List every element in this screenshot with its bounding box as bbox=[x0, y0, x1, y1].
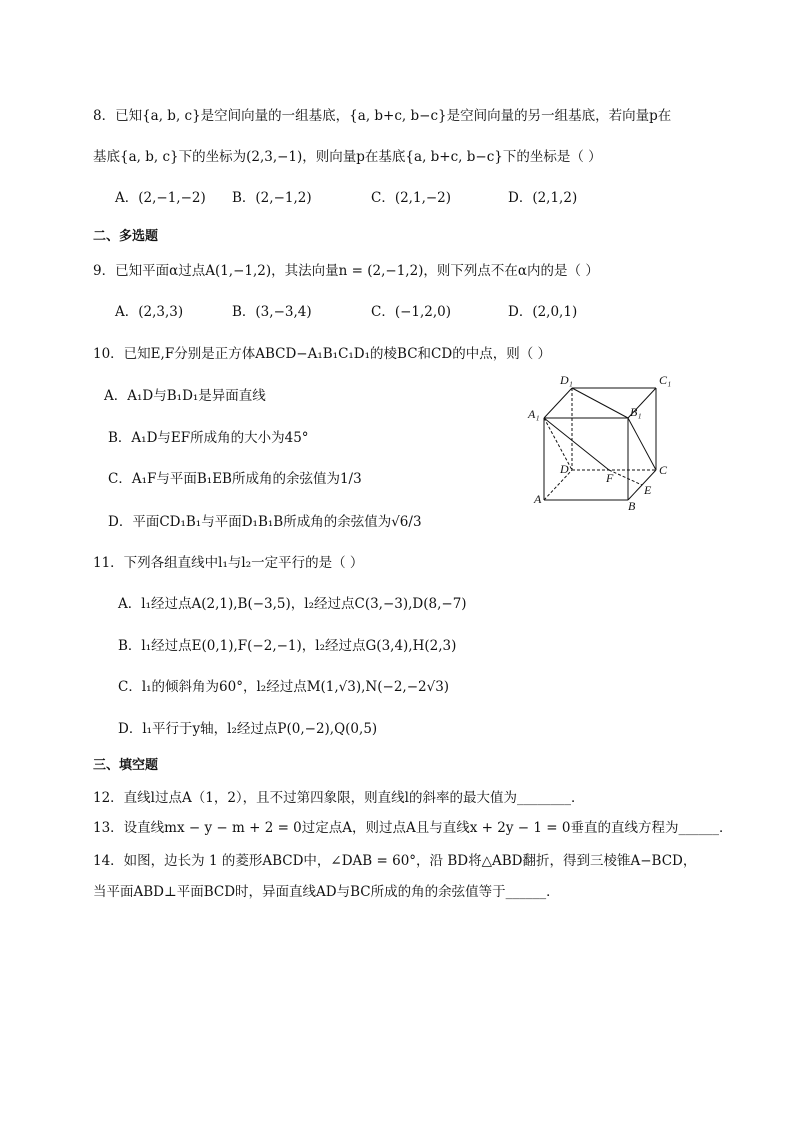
label-a1: A₁ bbox=[528, 407, 540, 421]
q11-option-a: A．l₁经过点A(2,1),B(−3,5)，l₂经过点C(3,−3),D(8,−7) bbox=[118, 596, 467, 612]
label-e: E bbox=[644, 483, 652, 497]
label-d1: D₁ bbox=[560, 373, 573, 387]
q11-option-d: D．l₁平行于y轴，l₂经过点P(0,−2),Q(0,5) bbox=[118, 721, 378, 737]
q12-stem: 12．直线l过点A（1，2），且不过第四象限，则直线l的斜率的最大值为________． bbox=[93, 790, 585, 806]
q10-option-a: A．A₁D与B₁D₁是异面直线 bbox=[104, 388, 266, 404]
q8-stem-line2: 基底{a, b, c}下的坐标为(2,3,−1)，则向量p在基底{a, b+c, b−c}下的坐标是（ ） bbox=[93, 149, 602, 165]
q10-stem: 10．已知E,F分别是正方体ABCD−A₁B₁C₁D₁的棱BC和CD的中点，则（ ） bbox=[93, 346, 551, 362]
q8-option-b: B．(2,−1,2) bbox=[232, 190, 312, 206]
q10-option-d: D．平面CD₁B₁与平面D₁B₁B所成角的余弦值为√6/3 bbox=[108, 514, 422, 530]
q10-option-b: B．A₁D与EF所成角的大小为45° bbox=[108, 430, 309, 446]
q8-option-c: C．(2,1,−2) bbox=[371, 190, 452, 206]
q11-option-b: B．l₁经过点E(0,1),F(−2,−1)，l₂经过点G(3,4),H(2,3) bbox=[118, 638, 457, 654]
q9-option-b: B．(3,−3,4) bbox=[232, 304, 312, 320]
q9-option-a: A．(2,3,3) bbox=[115, 304, 184, 320]
q9-stem: 9．已知平面α过点A(1,−1,2)，其法向量n = (2,−1,2)，则下列点不在α内的是（ ） bbox=[93, 263, 599, 279]
section-heading-fill-in: 三、填空题 bbox=[93, 758, 159, 773]
q9-option-d: D．(2,0,1) bbox=[508, 304, 578, 320]
q14-stem-line2: 当平面ABD⊥平面BCD时，异面直线AD与BC所成的角的余弦值等于______． bbox=[93, 884, 560, 900]
label-d: D bbox=[560, 462, 569, 476]
label-b1: B₁ bbox=[630, 405, 642, 419]
cube-figure bbox=[520, 370, 680, 510]
section-heading-multiple-choice: 二、多选题 bbox=[93, 229, 159, 244]
q14-stem-line1: 14．如图，边长为 1 的菱形ABCD中，∠DAB = 60°，沿 BD将△ABD翻折，得到三棱锥A−BCD， bbox=[93, 853, 697, 869]
label-a: A bbox=[534, 492, 542, 506]
label-c1: C₁ bbox=[659, 373, 672, 387]
q11-stem: 11．下列各组直线中l₁与l₂一定平行的是（ ） bbox=[93, 555, 364, 571]
q8-stem-line1: 8．已知{a, b, c}是空间向量的一组基底，{a, b+c, b−c}是空间向量的另一组基底，若向量p在 bbox=[93, 108, 672, 124]
q13-stem: 13．设直线mx − y − m + 2 = 0过定点A，则过点A且与直线x + 2y − 1 = 0垂直的直线方程为______． bbox=[93, 820, 733, 836]
q9-option-c: C．(−1,2,0) bbox=[371, 304, 452, 320]
q10-option-c: C．A₁F与平面B₁EB所成角的余弦值为1/3 bbox=[108, 471, 362, 487]
q11-option-c: C．l₁的倾斜角为60°，l₂经过点M(1,√3),N(−2,−2√3) bbox=[118, 679, 450, 695]
q8-option-d: D．(2,1,2) bbox=[508, 190, 578, 206]
label-f: F bbox=[606, 471, 614, 485]
label-b: B bbox=[628, 499, 636, 510]
q8-option-a: A．(2,−1,−2) bbox=[115, 190, 206, 206]
label-c: C bbox=[659, 463, 668, 477]
